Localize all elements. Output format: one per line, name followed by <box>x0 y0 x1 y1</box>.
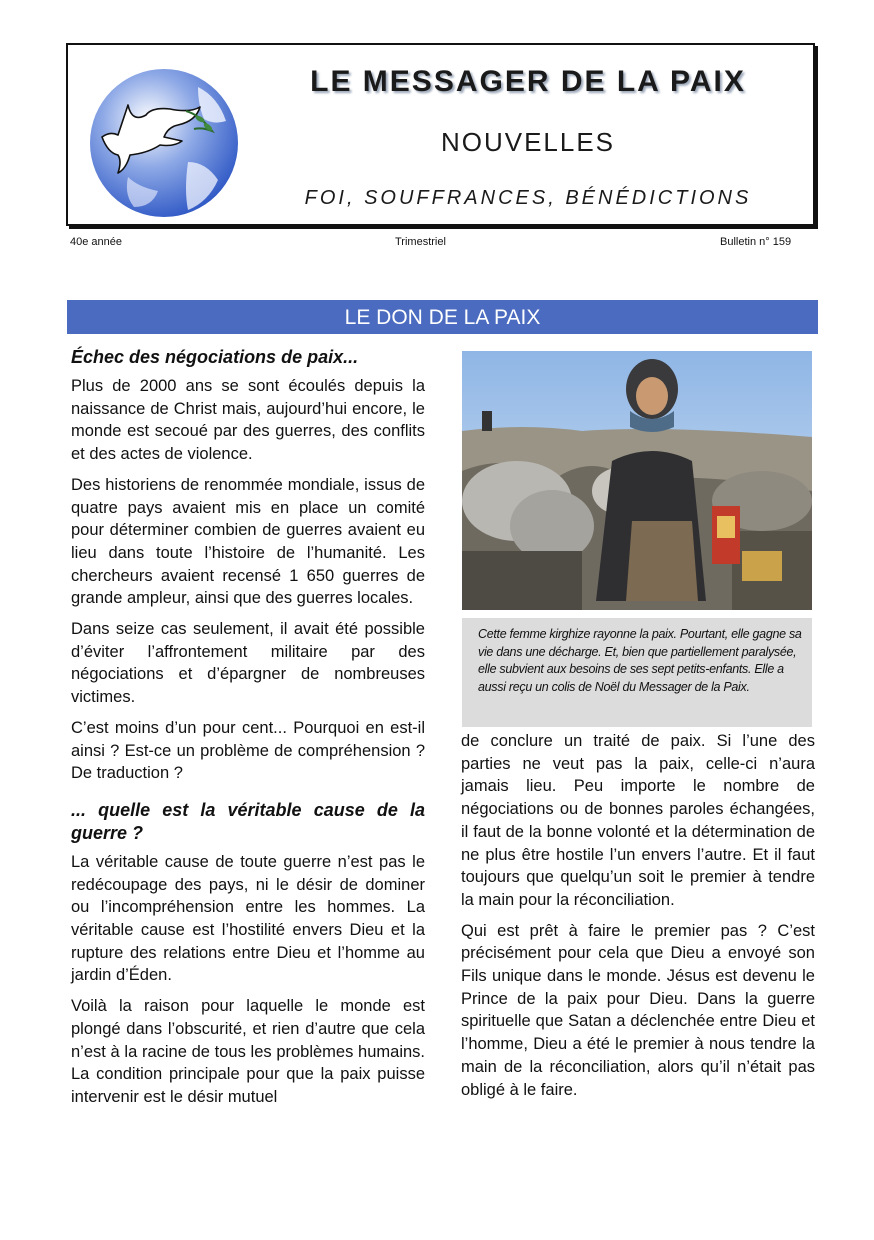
paragraph: Qui est prêt à faire le premier pas ? C’est précisément pour cela que Dieu a envoyé son Fils unique dans le monde. Jésus est devenu le Prince de la paix pour Dieu. Dans la guerre spirituelle que Satan a déclenchée entre Dieu et l’homme, Dieu a été le premier à nous tendre la main de la réconciliation, alors qu’il n’était pas obligé à le faire. <box>461 921 815 1099</box>
paragraph: Dans seize cas seulement, il avait été possible d’éviter l’affrontement militaire par des négociations et d’épargner de nombreuses victimes. <box>71 620 425 707</box>
issue-label: Bulletin n° 159 <box>720 236 792 248</box>
newsletter-title: LE MESSAGER DE LA PAIX <box>310 65 746 98</box>
masthead <box>66 43 815 226</box>
paragraph: C’est moins d’un pour cent... Pourquoi en est-il ainsi ? Est-ce un problème de compréhension ? De traduction ? <box>71 718 425 783</box>
photo-caption: Cette femme kirghize rayonne la paix. Pourtant, elle gagne sa vie dans une décharge. Et, bien que partiellement paralysée, elle subvient aux besoins de ses sept petits-enfants. Elle a aussi reçu un colis de Noël du Messager de la Paix. <box>462 618 812 727</box>
paragraph: Voilà la raison pour laquelle le monde est plongé dans l’obscurité, et rien d’autre que cela n’est à la racine de tous les problèmes humains. La condition principale pour que la paix puisse intervenir est le désir mutuel <box>71 997 425 1106</box>
heading-negotiations: Échec des négociations de paix... <box>71 347 359 367</box>
paragraph: La véritable cause de toute guerre n’est pas le redécoupage des pays, ni le désir de dominer ou l’incompréhension entre les hommes. La véritable cause est l’hostilité envers Dieu et la rupture des relations entre Dieu et l’homme au jardin d’Éden. <box>71 852 425 985</box>
paragraph: Des historiens de renommée mondiale, issus de quatre pays avaient mis en place un comité pour déterminer combien de guerres avaient eu lieu dans toute l’histoire de l’humanité. Les chercheurs avaient recensé 1 650 guerres de grande ampleur, ainsi que des guerres locales. <box>71 475 425 608</box>
heading-true-cause: ... quelle est la véritable cause de la guerre ? <box>71 799 425 843</box>
frequency-label: Trimestriel <box>395 236 446 248</box>
newsletter-subtitle: NOUVELLES <box>440 127 616 157</box>
right-column <box>461 730 815 1109</box>
left-column <box>71 346 425 1117</box>
year-label: 40e année <box>70 236 122 248</box>
newsletter-tagline: FOI, SOUFFRANCES, BÉNÉDICTIONS <box>304 187 752 209</box>
paragraph: Plus de 2000 ans se sont écoulés depuis la naissance de Christ mais, aujourd’hui encore, le monde est secoué par des guerres, des conflits et des actes de violence. <box>71 377 425 464</box>
section-title-bar: LE DON DE LA PAIX <box>67 300 818 334</box>
dove-globe-icon <box>88 67 240 219</box>
kyrgyz-woman-photo <box>462 351 812 610</box>
paragraph: de conclure un traité de paix. Si l’une des parties ne veut pas la paix, celle-ci n’aura jamais lieu. Peu importe le nombre de négociations ou de bonnes paroles échangées, il faut de la bonne volonté et la détermination de ne plus être hostile l’un envers l’autre. Et il faut toujours que quelqu’un soit le premier à tendre la main pour la réconciliation. <box>461 732 815 909</box>
